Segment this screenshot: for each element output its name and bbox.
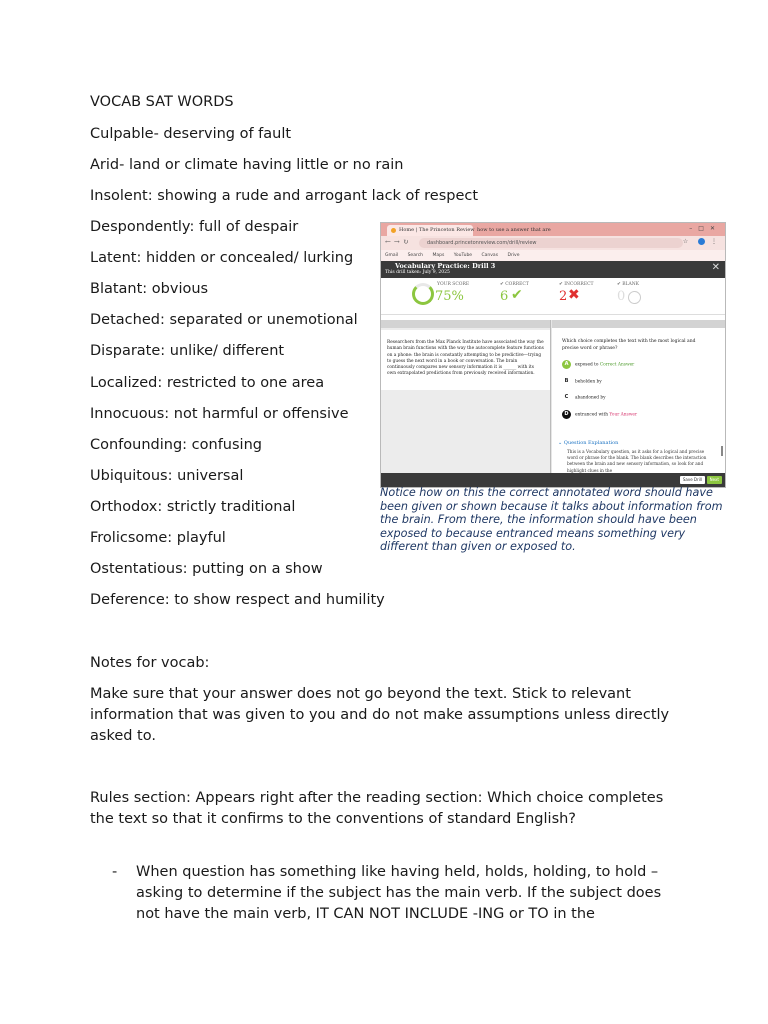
save-drill-button: Save Drill [680, 476, 705, 484]
profile-icon [698, 238, 705, 245]
passage-pane [381, 320, 551, 473]
pane-header [552, 320, 725, 328]
correct-answer-tag: Correct Answer [599, 362, 635, 368]
vocab-item: Blatant: obvious [90, 281, 209, 297]
close-icon: ✕ [711, 262, 720, 273]
drill-header [381, 261, 725, 278]
notes-heading: Notes for vocab: [90, 655, 210, 671]
vocab-item: Localized: restricted to one area [90, 375, 325, 391]
passage-text: Researchers from the Max Planck Institute have associated the way the human brain functions with the way the autocomplete feature functions on a phone: the brain is constantly attempting to be predictive—trying to guess the next word in a book or conversation. The brain continuously compares new sensory information it is ______ with its own extrapolated predictions from previously received information. [381, 330, 550, 390]
incorrect-count: 2 [559, 289, 568, 304]
bookmark-item: Maps [432, 253, 445, 258]
vocab-item: Insolent: showing a rude and arrogant lack of respect [90, 188, 479, 204]
vocab-item: Ubiquitous: universal [90, 468, 244, 484]
drill-content [381, 320, 725, 473]
vocab-item: Innocuous: not harmful or offensive [90, 406, 349, 422]
blank-circle-icon [628, 291, 641, 304]
vocab-item: Deference: to show respect and humility [90, 592, 385, 608]
pane-header [381, 320, 550, 328]
checkmark-icon: ✔ [511, 287, 523, 303]
vocab-item: Detached: separated or unemotional [90, 312, 358, 328]
bullet-text: When question has something like having held, holds, holding, to hold – asking to determine if the subject has the main verb. If the subject does not have the main verb, IT CAN NOT INCLUDE -ING or TO in the [136, 864, 662, 922]
question-text: Which choice completes the text with the most logical and precise word or phrase? [562, 339, 696, 351]
bullet-marker: - [112, 864, 118, 880]
answer-option-c [562, 393, 712, 403]
vocab-item: Orthodox: strictly traditional [90, 499, 296, 515]
blank-label: ✔ BLANK [617, 282, 640, 287]
browser-actions-icon: ☆ ⋮ [682, 238, 721, 245]
score-summary [381, 278, 725, 315]
url-field: dashboard.princetonreview.com/drill/review [419, 238, 683, 248]
browser-tab-active [387, 225, 473, 236]
address-bar [381, 236, 725, 250]
correct-label: ✔ CORRECT [500, 282, 529, 287]
score-label: YOUR SCORE [437, 282, 470, 287]
answer-option-d [562, 410, 712, 420]
browser-tab [465, 225, 551, 236]
blank-count: 0 [617, 289, 626, 304]
vocab-item: Arid- land or climate having little or no rain [90, 157, 404, 173]
bookmark-item: Search [407, 253, 424, 258]
tab-title: how to use a answer that are [477, 227, 551, 233]
option-letter: B [564, 378, 569, 384]
explanation-heading-text: Question Explanation [563, 440, 619, 446]
bookmark-item: Canvas [481, 253, 499, 258]
vocab-item: Confounding: confusing [90, 437, 262, 453]
explanation-text: This is a Vocabulary question, as it asks for a logical and precise word or phrase for the blank. The blank describes the interaction between the brain and new sensory information, so look for and highlight clues in the [567, 449, 707, 473]
vocab-item: Despondently: full of despair [90, 219, 299, 235]
option-text: entranced with [575, 412, 609, 418]
tab-title: Home | The Princeton Review [399, 227, 475, 233]
vocab-item: Frolicsome: playful [90, 530, 226, 546]
window-controls-icon: –□✕ [689, 225, 721, 232]
next-button: Next [707, 476, 722, 484]
nav-buttons-icon: ←→↻ [385, 238, 412, 246]
option-letter: A [562, 360, 571, 369]
your-answer-tag: Your Answer [609, 412, 638, 418]
favicon-icon [391, 228, 396, 233]
option-text: beholden by [575, 379, 602, 385]
drill-title: Vocabulary Practice: Drill 3 [395, 262, 496, 270]
option-letter: C [564, 394, 569, 400]
vocab-item: Ostentatious: putting on a show [90, 561, 323, 577]
option-text: exposed to [575, 362, 599, 368]
embedded-screenshot [380, 222, 726, 488]
bookmark-item: Gmail [385, 253, 399, 258]
incorrect-label: ✔ INCORRECT [559, 282, 594, 287]
scrollbar [721, 446, 723, 456]
score-ring-icon [412, 283, 434, 305]
score-value: 75% [435, 289, 464, 304]
answer-option-b [562, 377, 712, 387]
vocab-item: Latent: hidden or concealed/ lurking [90, 250, 354, 266]
notes-body: Make sure that your answer does not go beyond the text. Stick to relevant information that was given to you and do not make assumptions unless directly asked to. [90, 686, 670, 744]
bookmarks-bar [381, 250, 725, 261]
explanation-heading [558, 440, 618, 446]
vocab-heading: VOCAB SAT WORDS [90, 94, 234, 110]
vocab-item: Culpable- deserving of fault [90, 126, 292, 142]
option-text: abandoned by [575, 395, 606, 401]
drill-date: This drill taken: July 9, 2025 [385, 270, 450, 275]
chevron-down-icon: ⌄ [558, 440, 564, 446]
bookmark-item: Drive [507, 253, 520, 258]
rules-body: Rules section: Appears right after the reading section: Which choice completes the text so that it confirms to the conventions of standard English? [90, 790, 664, 827]
screenshot-caption: Notice how on this the correct annotated word should have been given or shown because it talks about information from the brain. From there, the information should have been exposed to because entranced means something very different than given or exposed to. [380, 486, 723, 553]
vocab-item: Disparate: unlike/ different [90, 343, 285, 359]
x-mark-icon: ✖ [568, 287, 580, 303]
answer-option-a [562, 360, 712, 370]
bookmark-item: YouTube [453, 253, 473, 258]
browser-tabbar [381, 223, 725, 236]
option-letter: D [562, 410, 571, 419]
correct-count: 6 [500, 289, 509, 304]
drill-footer [381, 473, 725, 487]
